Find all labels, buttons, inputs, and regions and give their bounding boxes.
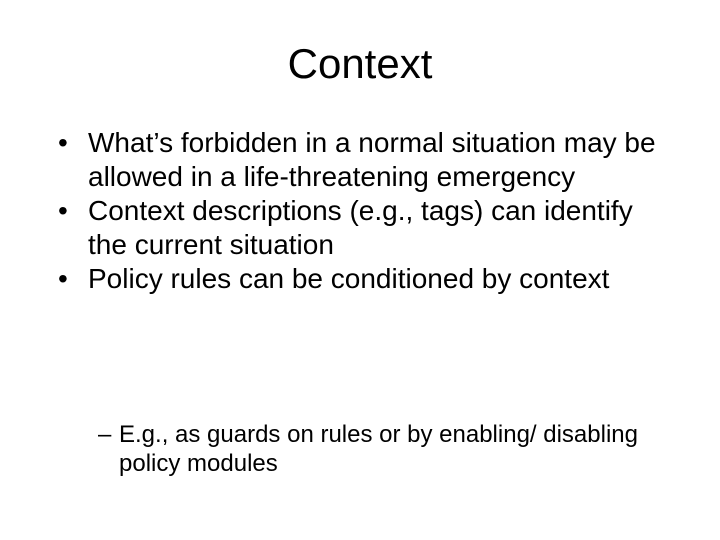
sub-bullet-list xyxy=(98,420,658,478)
bullet-marker-icon: • xyxy=(58,127,68,158)
bullet-text: Context descriptions (e.g., tags) can identify the current situation xyxy=(88,195,633,260)
bullet-item xyxy=(58,126,668,194)
bullet-text: What’s forbidden in a normal situation may be allowed in a life-threatening emergency xyxy=(88,127,656,192)
bullet-item xyxy=(58,262,668,296)
bullet-marker-icon: • xyxy=(58,195,68,226)
bullet-text: Policy rules can be conditioned by context xyxy=(88,263,610,294)
dash-marker-icon: – xyxy=(98,421,112,448)
bullet-marker-icon: • xyxy=(58,263,68,294)
sub-bullet-text: E.g., as guards on rules or by enabling/ disabling policy modules xyxy=(119,421,638,477)
slide-title: Context xyxy=(287,40,433,87)
bullet-list xyxy=(58,126,668,296)
bullet-item xyxy=(58,194,668,262)
sub-bullet-item xyxy=(98,420,658,478)
